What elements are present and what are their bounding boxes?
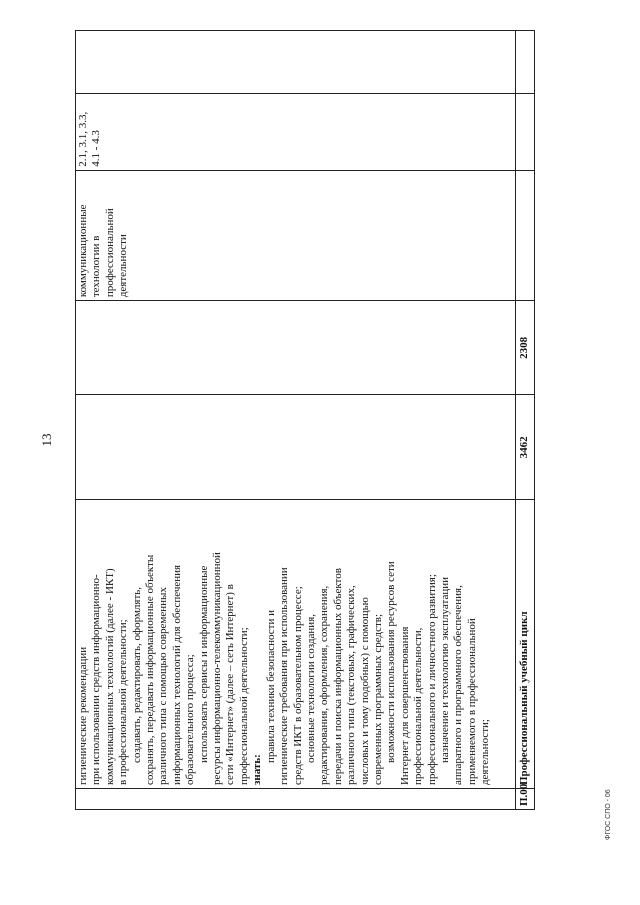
description-line: основные технологии создания, — [304, 613, 317, 764]
discipline-line: технологии в — [90, 235, 103, 298]
cell-code-empty — [76, 789, 516, 810]
summary-required-hours: 2308 — [515, 301, 534, 395]
description-line: гигиенические требования при использовании — [278, 567, 291, 786]
page-number: 13 — [39, 433, 54, 447]
cell-required-hours-empty — [76, 301, 516, 395]
description-line: Интернет для совершенствования — [398, 626, 411, 786]
summary-code: П.00 — [515, 789, 534, 810]
summary-empty-3 — [515, 31, 534, 94]
description-line: применяемого в профессиональной — [465, 618, 478, 786]
table-row-summary — [515, 31, 534, 810]
footer-code: ФГОС СПО - 06 — [605, 789, 612, 840]
description-line: различного типа (текстовых, графических, — [345, 585, 358, 786]
description-line: профессиональной деятельности; — [237, 627, 250, 786]
description-text — [77, 503, 493, 785]
description-line: коммуникационных технологий (далее - ИКТ) — [103, 568, 116, 786]
description-line: профессионального и личностного развития; — [425, 574, 438, 786]
cell-competences — [76, 93, 516, 170]
description-line: образовательного процесса; — [184, 654, 197, 786]
cell-discipline — [76, 170, 516, 300]
curriculum-table — [75, 30, 535, 810]
competence-line: 4.1 - 4.3 — [90, 130, 103, 167]
description-line: средств ИКТ в образовательном процессе; — [291, 586, 304, 786]
discipline-line: профессиональной — [103, 208, 116, 298]
description-line: правила техники безопасности и — [264, 610, 277, 764]
description-line: деятельности; — [479, 719, 492, 786]
discipline-line: коммуникационные — [77, 204, 89, 298]
description-line: современных программных средств; — [371, 613, 384, 786]
competence-line: 2.1, 3.1, 3.3, — [77, 111, 89, 167]
description-line: профессиональной деятельности, — [412, 627, 425, 786]
description-line: гигиенические рекомендации — [77, 646, 89, 786]
description-line: аппаратного и программного обеспечения, — [452, 585, 465, 786]
table-row-content — [76, 31, 516, 810]
description-line: ресурсы информационно-телекоммуникационной — [211, 552, 224, 786]
description-line: сохранять, передавать информационные объекты — [144, 554, 157, 786]
description-line: знать: — [251, 754, 264, 786]
summary-empty-2 — [515, 93, 534, 170]
discipline-line: деятельности — [117, 234, 130, 298]
description-line: в профессиональной деятельности; — [117, 619, 130, 786]
description-line: использовать сервисы и информационные — [197, 565, 210, 764]
description-line: информационных технологий для обеспечения — [170, 564, 183, 786]
summary-empty-1 — [515, 170, 534, 300]
description-line: числовых и тому подобных) с помощью — [358, 597, 371, 786]
summary-title: Профессиональный учебный цикл — [515, 500, 534, 789]
description-line: создавать, редактировать, оформлять, — [130, 586, 143, 764]
description-line: передачи и поиска информационных объектов — [331, 568, 344, 786]
cell-max-hours-empty — [76, 395, 516, 500]
cell-extra-empty — [76, 31, 516, 94]
description-line: возможности использования ресурсов сети — [385, 561, 398, 764]
description-line: различного типа с помощью современных — [157, 587, 170, 786]
rotated-table-sheet — [75, 30, 535, 810]
summary-max-hours: 3462 — [515, 395, 534, 500]
description-line: редактирования, оформления, сохранения, — [318, 585, 331, 786]
cell-description — [76, 500, 516, 789]
description-line: при использовании средств информационно- — [90, 574, 103, 786]
description-line: сети «Интернет» (далее – сеть Интернет) в — [224, 584, 237, 786]
description-line: назначение и технологию эксплуатации — [438, 577, 451, 764]
